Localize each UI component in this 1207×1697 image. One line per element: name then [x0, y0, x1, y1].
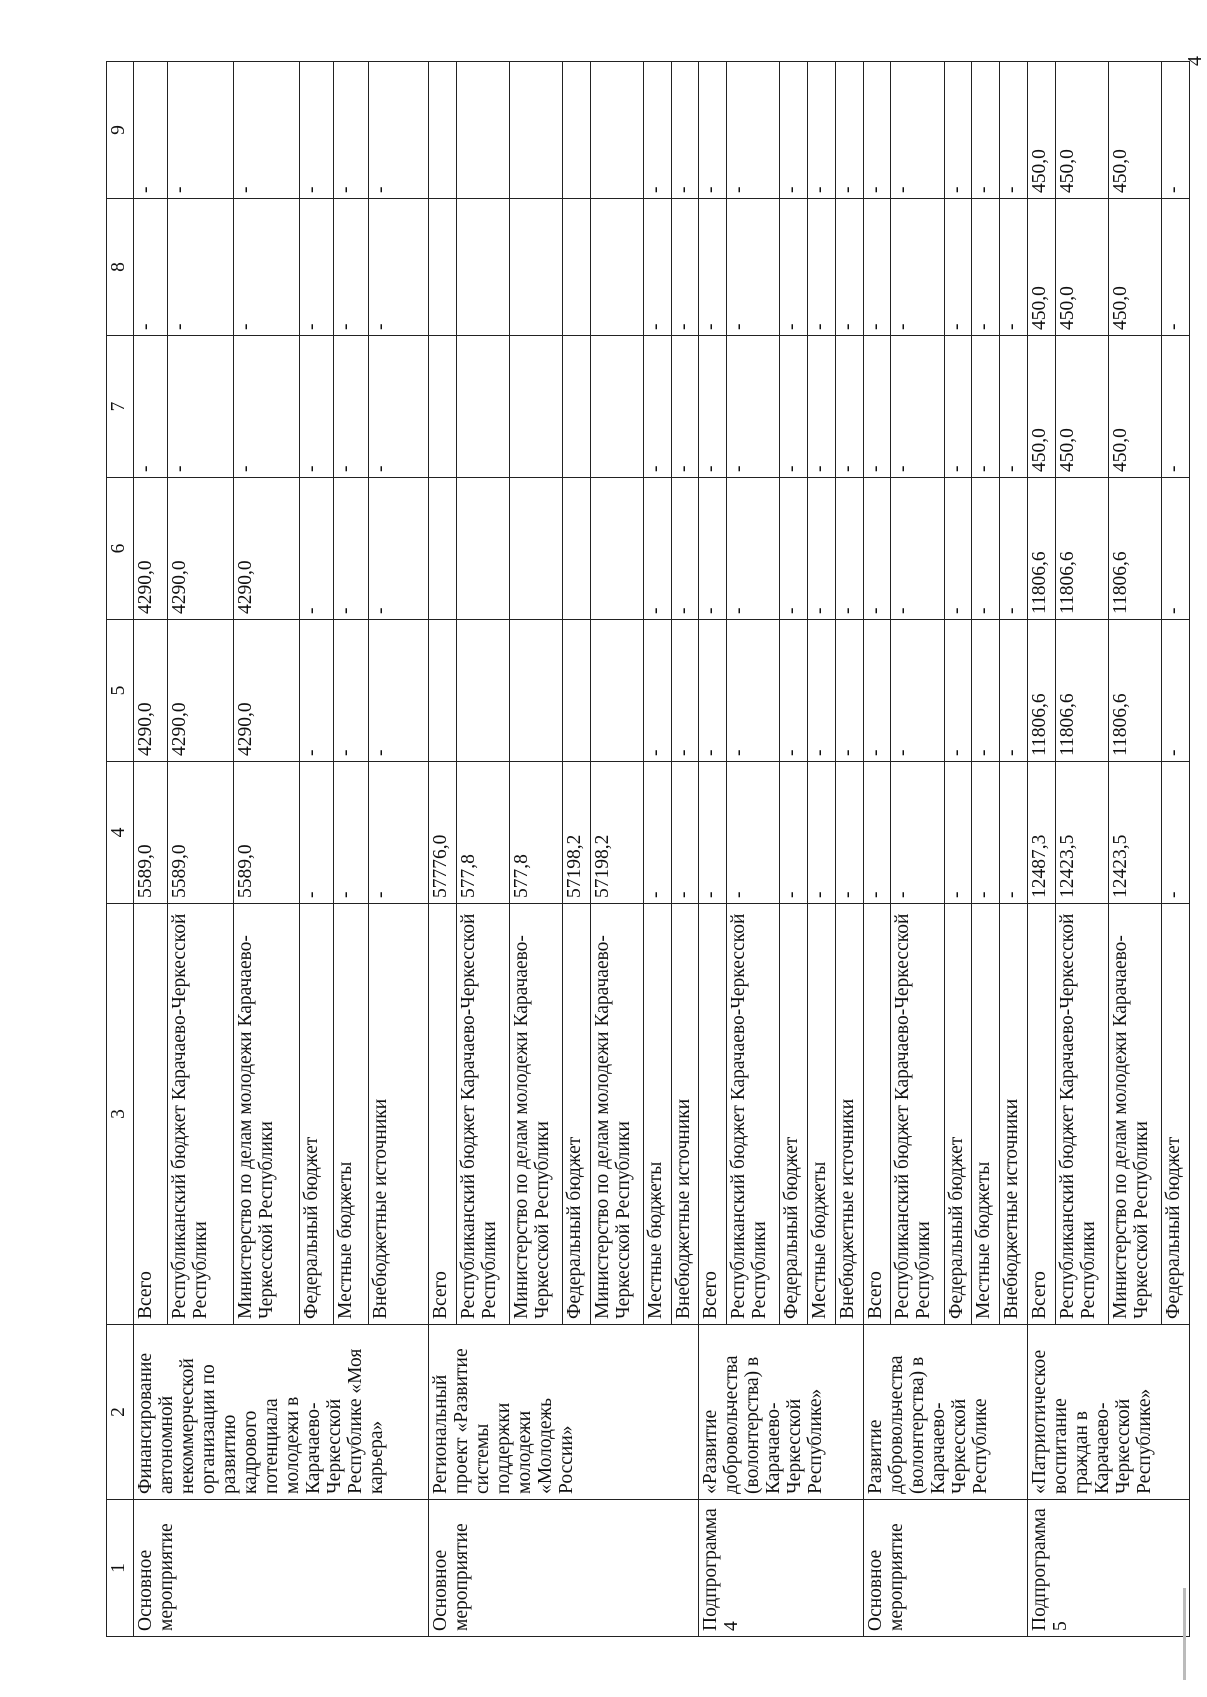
amount-cell: -: [368, 478, 428, 620]
amount-cell: 12487,3: [1027, 762, 1055, 904]
amount-cell: -: [168, 336, 234, 478]
amount-cell: -: [671, 199, 699, 336]
amount-cell: -: [368, 199, 428, 336]
amount-cell: -: [334, 199, 368, 336]
amount-cell: 5589,0: [234, 762, 300, 904]
funding-source-cell: Всего: [428, 904, 456, 1325]
table-row: [428, 62, 456, 1637]
amount-cell: -: [643, 620, 671, 762]
amount-cell: -: [643, 199, 671, 336]
amount-cell: -: [944, 199, 972, 336]
amount-cell: 450,0: [1108, 199, 1161, 336]
amount-cell: -: [1162, 336, 1190, 478]
amount-cell: -: [1000, 762, 1028, 904]
funding-source-cell: Министерство по делам молодежи Карачаево-Черкесской Республики: [1108, 904, 1161, 1325]
amount-cell: -: [863, 62, 891, 199]
funding-source-cell: Федеральный бюджет: [563, 904, 591, 1325]
amount-cell: -: [334, 620, 368, 762]
amount-cell: -: [368, 620, 428, 762]
amount-cell: [428, 199, 456, 336]
amount-cell: [509, 478, 562, 620]
amount-cell: -: [643, 478, 671, 620]
amount-cell: 11806,6: [1055, 478, 1108, 620]
item-type-cell: Основное мероприятие: [134, 1500, 429, 1637]
amount-cell: 450,0: [1055, 199, 1108, 336]
funding-source-cell: Республиканский бюджет Карачаево-Черкесской Республики: [1055, 904, 1108, 1325]
amount-cell: [456, 62, 509, 199]
amount-cell: [509, 620, 562, 762]
amount-cell: -: [972, 478, 1000, 620]
funding-source-cell: Местные бюджеты: [643, 904, 671, 1325]
amount-cell: -: [944, 620, 972, 762]
amount-cell: 450,0: [1055, 62, 1108, 199]
amount-cell: [456, 199, 509, 336]
funding-source-cell: Министерство по делам молодежи Карачаево-Черкесской Республики: [509, 904, 562, 1325]
amount-cell: [590, 478, 643, 620]
funding-source-cell: Всего: [1027, 904, 1055, 1325]
amount-cell: -: [727, 762, 780, 904]
amount-cell: [428, 336, 456, 478]
item-name-cell: «Патриотическое воспитание граждан в Карачаево-Черкесской Республике»: [1027, 1325, 1189, 1500]
amount-cell: -: [1000, 336, 1028, 478]
amount-cell: -: [891, 199, 944, 336]
amount-cell: 4290,0: [234, 620, 300, 762]
header-cell: 9: [107, 62, 134, 199]
amount-cell: [456, 620, 509, 762]
amount-cell: 11806,6: [1055, 620, 1108, 762]
amount-cell: 57776,0: [428, 762, 456, 904]
amount-cell: 4290,0: [134, 620, 168, 762]
amount-cell: -: [134, 199, 168, 336]
amount-cell: -: [808, 199, 836, 336]
funding-source-cell: Всего: [699, 904, 727, 1325]
amount-cell: 450,0: [1055, 336, 1108, 478]
amount-cell: -: [643, 62, 671, 199]
amount-cell: [428, 478, 456, 620]
amount-cell: -: [944, 478, 972, 620]
item-name-cell: Финансирование автономной некоммерческой организации по развитию кадрового потенциала молодежи в Карачаево-Черкесской Республике «Моя карьера»: [134, 1325, 429, 1500]
header-cell: 3: [107, 904, 134, 1325]
amount-cell: -: [863, 478, 891, 620]
amount-cell: -: [891, 62, 944, 199]
item-type-cell: Подпрограмма 4: [699, 1500, 863, 1637]
amount-cell: -: [234, 336, 300, 478]
amount-cell: 57198,2: [563, 762, 591, 904]
rotated-content: [106, 62, 1190, 1637]
amount-cell: 11806,6: [1027, 620, 1055, 762]
amount-cell: 11806,6: [1108, 478, 1161, 620]
header-cell: 4: [107, 762, 134, 904]
amount-cell: -: [1162, 762, 1190, 904]
amount-cell: 5589,0: [168, 762, 234, 904]
amount-cell: -: [972, 620, 1000, 762]
table-row: [863, 62, 891, 1637]
amount-cell: [590, 199, 643, 336]
amount-cell: -: [300, 478, 334, 620]
amount-cell: [563, 620, 591, 762]
amount-cell: -: [835, 336, 863, 478]
header-cell: 1: [107, 1500, 134, 1637]
amount-cell: -: [891, 620, 944, 762]
amount-cell: -: [671, 62, 699, 199]
amount-cell: [509, 336, 562, 478]
amount-cell: -: [835, 62, 863, 199]
item-type-cell: Основное мероприятие: [863, 1500, 1027, 1637]
item-name-cell: «Развитие добровольчества (волонтерства) в Карачаево-Черкесской Республике»: [699, 1325, 863, 1500]
amount-cell: -: [727, 62, 780, 199]
amount-cell: [563, 336, 591, 478]
amount-cell: -: [671, 336, 699, 478]
amount-cell: -: [891, 336, 944, 478]
funding-source-cell: Федеральный бюджет: [944, 904, 972, 1325]
amount-cell: -: [699, 62, 727, 199]
amount-cell: -: [234, 62, 300, 199]
amount-cell: -: [643, 762, 671, 904]
rotated-sheet: [106, 62, 1190, 1637]
item-type-cell: Подпрограмма 5: [1027, 1500, 1189, 1637]
amount-cell: -: [699, 199, 727, 336]
amount-cell: -: [643, 336, 671, 478]
funding-source-cell: Министерство по делам молодежи Карачаево-Черкесской Республики: [234, 904, 300, 1325]
amount-cell: -: [671, 620, 699, 762]
amount-cell: -: [1162, 62, 1190, 199]
amount-cell: [590, 62, 643, 199]
amount-cell: -: [671, 762, 699, 904]
funding-source-cell: Местные бюджеты: [808, 904, 836, 1325]
amount-cell: -: [134, 62, 168, 199]
amount-cell: -: [808, 478, 836, 620]
amount-cell: -: [1000, 478, 1028, 620]
amount-cell: -: [972, 199, 1000, 336]
funding-source-cell: Внебюджетные источники: [671, 904, 699, 1325]
amount-cell: 4290,0: [168, 478, 234, 620]
funding-source-cell: Республиканский бюджет Карачаево-Черкесской Республики: [727, 904, 780, 1325]
amount-cell: -: [368, 336, 428, 478]
amount-cell: -: [808, 620, 836, 762]
amount-cell: [456, 478, 509, 620]
amount-cell: -: [1162, 199, 1190, 336]
amount-cell: -: [1162, 620, 1190, 762]
amount-cell: [590, 336, 643, 478]
page-number: 4: [1184, 56, 1206, 66]
amount-cell: -: [972, 62, 1000, 199]
amount-cell: -: [835, 762, 863, 904]
amount-cell: 4290,0: [134, 478, 168, 620]
amount-cell: -: [1000, 620, 1028, 762]
amount-cell: -: [727, 620, 780, 762]
amount-cell: 577,8: [509, 762, 562, 904]
funding-source-cell: Республиканский бюджет Карачаево-Черкесской Республики: [456, 904, 509, 1325]
amount-cell: -: [727, 199, 780, 336]
amount-cell: 450,0: [1027, 62, 1055, 199]
amount-cell: 450,0: [1027, 336, 1055, 478]
amount-cell: 12423,5: [1055, 762, 1108, 904]
amount-cell: [428, 620, 456, 762]
amount-cell: -: [300, 762, 334, 904]
table-row: [699, 62, 727, 1637]
amount-cell: -: [944, 62, 972, 199]
amount-cell: [456, 336, 509, 478]
funding-source-cell: Всего: [134, 904, 168, 1325]
amount-cell: -: [972, 336, 1000, 478]
header-cell: 5: [107, 620, 134, 762]
funding-source-cell: Республиканский бюджет Карачаево-Черкесской Республики: [168, 904, 234, 1325]
amount-cell: 450,0: [1108, 62, 1161, 199]
amount-cell: -: [944, 336, 972, 478]
amount-cell: -: [168, 199, 234, 336]
amount-cell: -: [134, 336, 168, 478]
amount-cell: -: [835, 620, 863, 762]
item-name-cell: Развитие добровольчества (волонтерства) в Карачаево-Черкесской Республике: [863, 1325, 1027, 1500]
table-row: [1027, 62, 1055, 1637]
funding-source-cell: Местные бюджеты: [334, 904, 368, 1325]
amount-cell: 4290,0: [234, 478, 300, 620]
amount-cell: -: [699, 478, 727, 620]
funding-source-cell: Федеральный бюджет: [1162, 904, 1190, 1325]
amount-cell: -: [1162, 478, 1190, 620]
amount-cell: -: [808, 762, 836, 904]
amount-cell: -: [334, 762, 368, 904]
funding-source-cell: Федеральный бюджет: [780, 904, 808, 1325]
amount-cell: -: [699, 762, 727, 904]
amount-cell: -: [300, 62, 334, 199]
amount-cell: -: [1000, 62, 1028, 199]
amount-cell: -: [863, 620, 891, 762]
amount-cell: -: [334, 478, 368, 620]
funding-source-cell: Внебюджетные источники: [368, 904, 428, 1325]
funding-source-cell: Местные бюджеты: [972, 904, 1000, 1325]
amount-cell: -: [727, 336, 780, 478]
amount-cell: 4290,0: [168, 620, 234, 762]
funding-source-cell: Внебюджетные источники: [835, 904, 863, 1325]
header-row: [107, 62, 134, 1637]
item-type-cell: Основное мероприятие: [428, 1500, 699, 1637]
amount-cell: 577,8: [456, 762, 509, 904]
amount-cell: -: [300, 620, 334, 762]
amount-cell: [590, 620, 643, 762]
amount-cell: -: [780, 62, 808, 199]
amount-cell: -: [780, 762, 808, 904]
amount-cell: 11806,6: [1027, 478, 1055, 620]
amount-cell: -: [300, 336, 334, 478]
amount-cell: [563, 62, 591, 199]
amount-cell: -: [699, 620, 727, 762]
amount-cell: -: [835, 478, 863, 620]
amount-cell: -: [780, 336, 808, 478]
amount-cell: -: [891, 762, 944, 904]
amount-cell: 450,0: [1027, 199, 1055, 336]
header-cell: 2: [107, 1325, 134, 1500]
amount-cell: 11806,6: [1108, 620, 1161, 762]
item-name-cell: Региональный проект «Развитие системы поддержки молодежи «Молодежь России»: [428, 1325, 699, 1500]
header-cell: 8: [107, 199, 134, 336]
amount-cell: -: [300, 199, 334, 336]
amount-cell: [509, 62, 562, 199]
amount-cell: [563, 478, 591, 620]
amount-cell: [428, 62, 456, 199]
amount-cell: -: [334, 62, 368, 199]
amount-cell: [509, 199, 562, 336]
amount-cell: 5589,0: [134, 762, 168, 904]
funding-source-cell: Республиканский бюджет Карачаево-Черкесской Республики: [891, 904, 944, 1325]
amount-cell: -: [234, 199, 300, 336]
header-cell: 6: [107, 478, 134, 620]
amount-cell: -: [891, 478, 944, 620]
amount-cell: -: [671, 478, 699, 620]
table-row: [134, 62, 168, 1637]
table-body: [134, 62, 1190, 1637]
funding-source-cell: Министерство по делам молодежи Карачаево-Черкесской Республики: [590, 904, 643, 1325]
amount-cell: -: [780, 199, 808, 336]
amount-cell: -: [334, 336, 368, 478]
amount-cell: -: [1000, 199, 1028, 336]
amount-cell: -: [168, 62, 234, 199]
amount-cell: [563, 199, 591, 336]
amount-cell: -: [863, 199, 891, 336]
funding-source-cell: Всего: [863, 904, 891, 1325]
amount-cell: -: [368, 762, 428, 904]
amount-cell: 450,0: [1108, 336, 1161, 478]
scan-edge-mark: [1183, 1588, 1186, 1680]
amount-cell: -: [808, 62, 836, 199]
amount-cell: -: [368, 62, 428, 199]
amount-cell: -: [780, 478, 808, 620]
amount-cell: -: [944, 762, 972, 904]
amount-cell: -: [863, 762, 891, 904]
header-cell: 7: [107, 336, 134, 478]
amount-cell: 12423,5: [1108, 762, 1161, 904]
amount-cell: -: [808, 336, 836, 478]
amount-cell: -: [780, 620, 808, 762]
amount-cell: -: [835, 199, 863, 336]
funding-source-cell: Внебюджетные источники: [1000, 904, 1028, 1325]
amount-cell: -: [972, 762, 1000, 904]
amount-cell: -: [699, 336, 727, 478]
amount-cell: -: [727, 478, 780, 620]
budget-table: [106, 61, 1190, 1637]
amount-cell: -: [863, 336, 891, 478]
funding-source-cell: Федеральный бюджет: [300, 904, 334, 1325]
amount-cell: 57198,2: [590, 762, 643, 904]
